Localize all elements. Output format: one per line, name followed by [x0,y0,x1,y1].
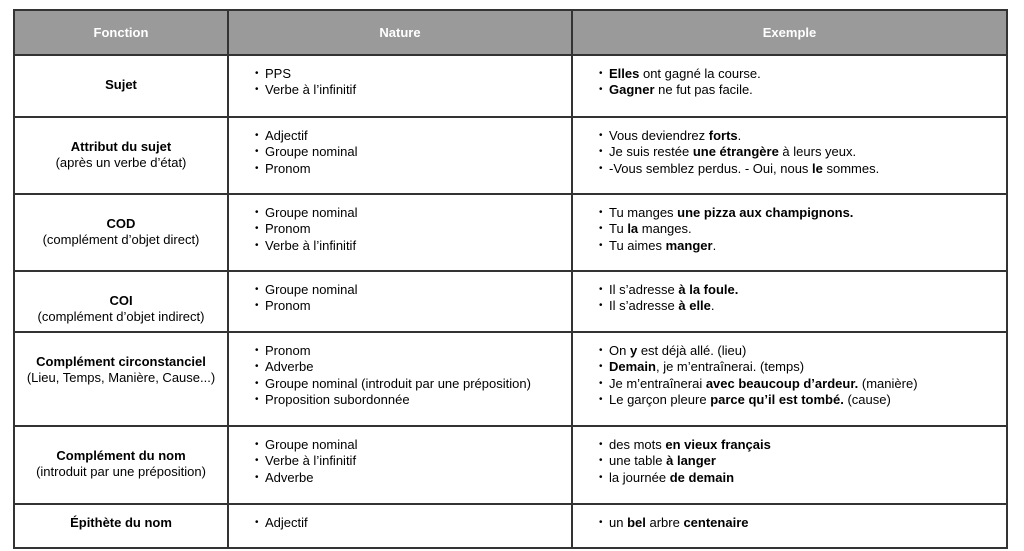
function-cell [14,504,228,548]
example-text: Tu [609,221,628,237]
example-emphasis: y [629,343,638,358]
example-item [599,298,1006,314]
function-subtitle: (complément d’objet direct) [42,232,200,248]
example-item [599,437,1006,453]
example-text: Il s’adresse [609,282,679,297]
example-text: sommes. [822,160,880,176]
nature-item: • Groupe nominal (introduit par une préposition) [255,376,571,392]
example-list [573,343,1006,409]
example-text: ne fut pas facile. [654,82,753,98]
example-item [599,66,1006,82]
example-text: à leurs yeux. [778,144,857,160]
example-text: un [609,515,628,530]
header-row [14,10,1007,55]
example-emphasis: Elles [609,66,640,81]
example-item [599,470,1006,486]
example-cell [572,194,1007,271]
nature-item: • Pronom [255,343,571,359]
example-text: Vous deviendrez [609,128,709,143]
example-item [599,515,1006,531]
example-list [573,128,1006,177]
nature-cell [228,194,572,271]
example-cell [572,271,1007,332]
example-item [599,282,1006,298]
nature-item: • Adjectif [255,128,571,144]
function-subtitle: (complément d’objet indirect) [37,309,205,325]
nature-item: • Pronom [255,298,571,314]
example-text: Je m’entraînerai [609,375,706,391]
example-cell [572,117,1007,194]
example-item [599,128,1006,144]
example-list [573,515,1006,531]
example-list [573,282,1006,315]
example-item [599,144,1006,160]
example-text: (manière) [858,375,918,391]
nature-cell [228,504,572,548]
example-text: Je suis restée [609,144,693,160]
example-emphasis: parce qu’il est tombé. [710,392,844,408]
nature-list [229,282,571,315]
example-emphasis: le [812,160,823,176]
example-text: Tu manges [609,205,678,220]
example-text: ont gagné la course. [639,66,761,81]
example-text: la journée [609,469,670,485]
example-list [573,66,1006,99]
example-emphasis: centenaire [683,515,749,530]
function-title: Complément circonstanciel [36,354,206,369]
function-cell [14,55,228,117]
function-cell [14,332,228,426]
header-nature: Nature [228,10,572,55]
nature-cell [228,55,572,117]
nature-cell [228,332,572,426]
function-subtitle: (Lieu, Temps, Manière, Cause...) [26,370,216,386]
nature-cell [228,271,572,332]
example-text: (cause) [843,392,891,408]
nature-list [229,515,571,531]
nature-item: • Verbe à l’infinitif [255,238,571,254]
example-text: arbre [645,515,684,530]
example-text: Il s’adresse [609,298,679,314]
function-cell [14,117,228,194]
example-emphasis: forts [708,128,738,143]
example-emphasis: la [627,221,639,237]
function-subtitle: (introduit par une préposition) [36,464,206,480]
nature-item: • Adverbe [255,359,571,375]
header-exemple: Exemple [572,10,1007,55]
example-text: . [712,237,717,253]
example-emphasis: Demain [609,359,656,375]
function-subtitle: (après un verbe d’état) [55,155,187,171]
header-fonction: Fonction [14,10,228,55]
example-item [599,453,1006,469]
example-cell [572,504,1007,548]
example-emphasis: une pizza aux champignons. [677,205,854,220]
example-item [599,82,1006,98]
nature-item: • Pronom [255,221,571,237]
nature-list [229,205,571,254]
table-row [14,117,1007,194]
example-item [599,376,1006,392]
example-text: . [737,128,742,143]
example-text: des mots [609,437,666,452]
example-text: , je m’entraînerai. (temps) [655,359,805,375]
example-emphasis: à elle [678,298,711,314]
example-item [599,238,1006,254]
nature-list [229,437,571,486]
example-item [599,359,1006,375]
nature-item: • Verbe à l’infinitif [255,453,571,469]
example-text: . [710,298,715,314]
example-item [599,343,1006,359]
example-emphasis: à la foule. [678,282,739,297]
example-emphasis: bel [627,515,646,530]
function-title: Épithète du nom [70,515,172,530]
table-header [14,10,1007,55]
nature-item: • Groupe nominal [255,282,571,298]
example-emphasis: avec beaucoup d’ardeur. [705,375,859,391]
table-row [14,504,1007,548]
function-title: Sujet [105,77,137,92]
example-item [599,161,1006,177]
example-text: Le garçon pleure [609,392,711,408]
function-cell [14,271,228,332]
table-row [14,332,1007,426]
example-emphasis: manger [665,237,713,253]
function-cell [14,426,228,504]
example-text: Tu aimes [609,237,666,253]
example-emphasis: Gagner [609,82,655,98]
example-item [599,392,1006,408]
example-cell [572,55,1007,117]
function-title: COD [106,216,136,231]
function-cell [14,194,228,271]
nature-item: • Verbe à l’infinitif [255,82,571,98]
nature-list [229,343,571,409]
nature-item: • Proposition subordonnée [255,392,571,408]
example-item [599,221,1006,237]
example-list [573,205,1006,254]
table-row [14,55,1007,117]
nature-item: • Groupe nominal [255,437,571,453]
example-emphasis: en vieux français [665,437,771,452]
example-emphasis: à langer [666,453,716,469]
nature-item: • Groupe nominal [255,144,571,160]
example-item [599,205,1006,221]
example-emphasis: une étrangère [692,144,779,160]
nature-list [229,128,571,177]
nature-item: • Groupe nominal [255,205,571,221]
example-text: On [609,343,630,358]
function-title: COI [109,293,133,308]
example-text: -Vous semblez perdus. - Oui, nous [609,160,813,176]
nature-cell [228,117,572,194]
example-emphasis: de demain [669,469,735,485]
function-title: Complément du nom [56,448,186,463]
nature-item: • Adverbe [255,470,571,486]
example-text: une table [609,453,667,469]
function-title: Attribut du sujet [70,139,172,154]
nature-cell [228,426,572,504]
grammar-table [13,9,1008,549]
example-text: manges. [638,221,692,237]
table-row [14,426,1007,504]
example-cell [572,426,1007,504]
nature-item: • PPS [255,66,571,82]
nature-item: • Adjectif [255,515,571,531]
example-cell [572,332,1007,426]
example-text: est déjà allé. (lieu) [637,343,747,358]
table-body [14,55,1007,548]
table-row [14,271,1007,332]
example-list [573,437,1006,486]
table-row [14,194,1007,271]
nature-item: • Pronom [255,161,571,177]
nature-list [229,66,571,99]
